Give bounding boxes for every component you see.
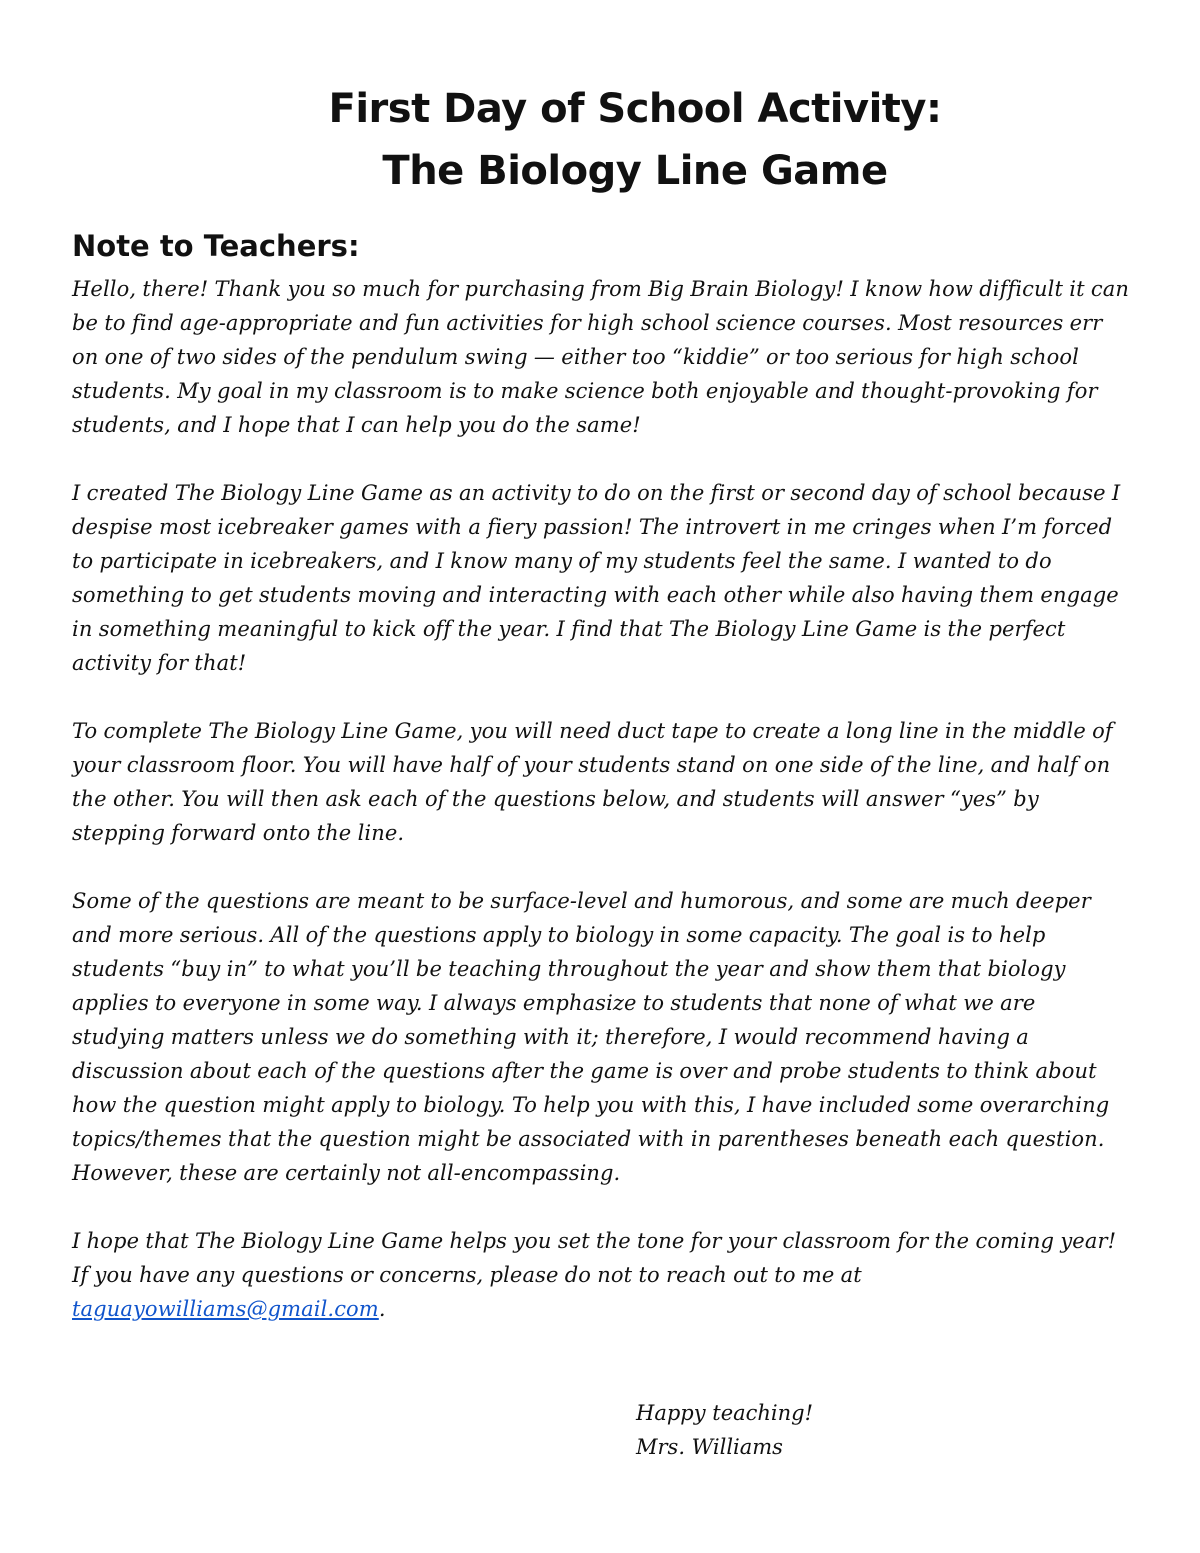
page-title: [0, 78, 1200, 202]
paragraph-icebreakers: I created The Biology Line Game as an activity to do on the first or second day of school because I despise most icebreaker games with a fiery passion! The introvert in me cringes when I’m forced to participate in icebreakers, and I know many of my students feel the same. I wanted to do something to get students moving and interacting with each other while also having them engage in something meaningful to kick off the year. I find that The Biology Line Game is the perfect activity for that!: [72, 481, 1121, 675]
note-heading: Note to Teachers:: [72, 229, 360, 263]
paragraph-questions: Some of the questions are meant to be surface-level and humorous, and some are much deeper and more serious. All of the questions apply to biology in some capacity. The goal is to help students “buy in” to what you’ll be teaching throughout the year and show them that biology applies to everyone in some way. I always emphasize to students that none of what we are studying matters unless we do something with it; therefore, I would recommend having a discussion about each of the questions after the game is over and probe students to think about how the question might apply to biology. To help you with this, I have included some overarching topics/themes that the question might be associated with in parentheses beneath each question. However, these are certainly not all-encompassing.: [72, 889, 1110, 1185]
letter-body: [72, 272, 1132, 1360]
signoff-greeting: Happy teaching!: [636, 1401, 814, 1425]
email-link[interactable]: taguayowilliams@gmail.com: [72, 1297, 379, 1321]
closing-period: .: [378, 1297, 386, 1321]
signoff-name: Mrs. Williams: [636, 1435, 783, 1459]
paragraph-intro: Hello, there! Thank you so much for purchasing from Big Brain Biology! I know how difficult it can be to find age-appropriate and fun activities for high school science courses. Most resources err on one of two sides of the pendulum swing — either too “kiddie” or too serious for high school students. My goal in my classroom is to make science both enjoyable and thought-provoking for students, and I hope that I can help you do the same!: [72, 277, 1129, 437]
closing-text: I hope that The Biology Line Game helps you set the tone for your classroom for the coming year! If you have any questions or concerns, please do not to reach out to me at: [72, 1229, 1117, 1287]
title-line-2: The Biology Line Game: [382, 148, 888, 194]
signoff: [636, 1396, 813, 1464]
paragraph-closing: [72, 1224, 1132, 1326]
paragraph-instructions: To complete The Biology Line Game, you will need duct tape to create a long line in the middle of your classroom floor. You will have half of your students stand on one side of the line, and half on the other. You will then ask each of the questions below, and students will answer “yes” by stepping forward onto the line.: [72, 719, 1113, 845]
title-line-1: First Day of School Activity:: [328, 86, 942, 132]
